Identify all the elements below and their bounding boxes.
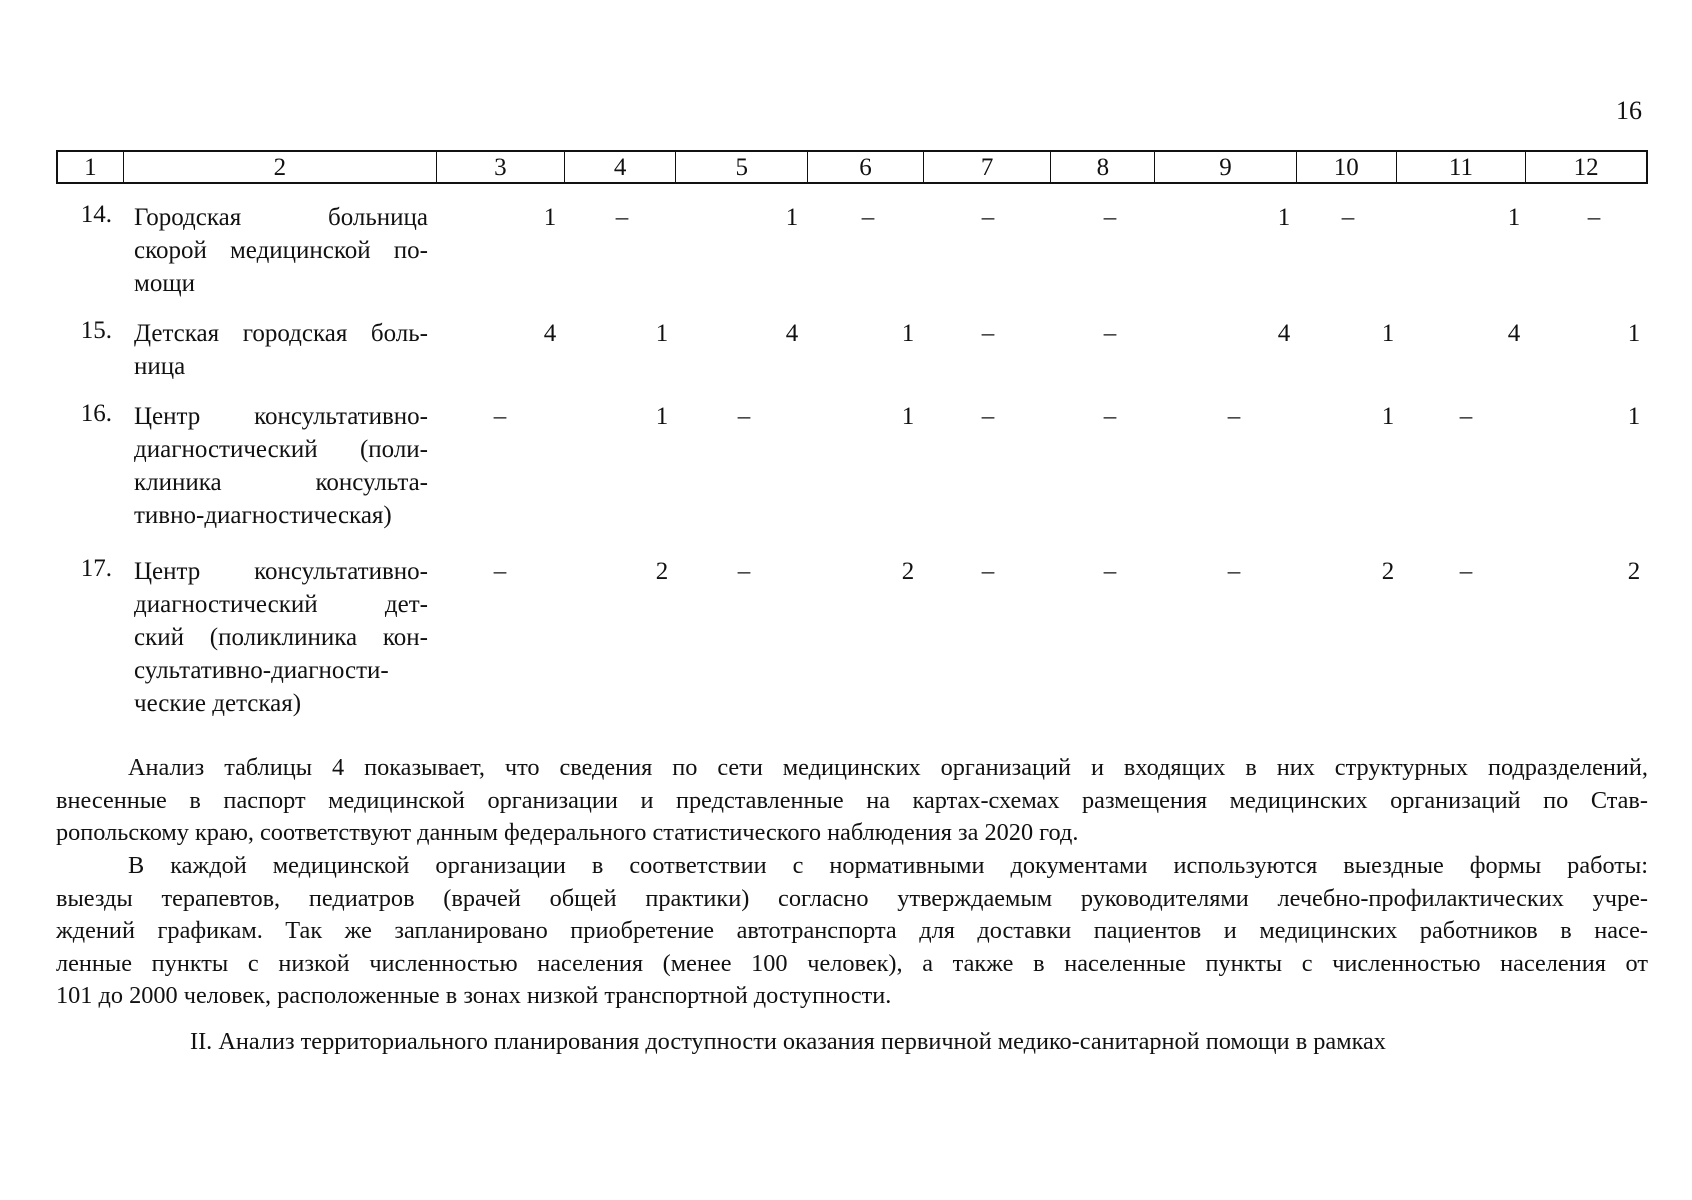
row-number: 15.: [80, 317, 112, 344]
col-header-12: 12: [1573, 153, 1599, 181]
name-line: ческие детская): [134, 690, 302, 717]
cell-col-3: 4: [543, 320, 557, 347]
cell-col-5: –: [737, 558, 751, 585]
paragraph-line: ждений графикам. Так же запланировано приобретение автотранспорта для доставки пациентов и медицинских работников в насе-: [56, 917, 1648, 944]
cell-col-4: 2: [655, 558, 669, 585]
table-column-header-row: [56, 150, 1648, 184]
cell-col-3: 1: [543, 204, 557, 231]
cell-col-3: –: [493, 403, 507, 430]
row-number: 17.: [80, 555, 112, 582]
cell-col-9: –: [1227, 558, 1241, 585]
cell-col-4: 1: [655, 320, 669, 347]
name-line: Центр консультативно-: [134, 403, 428, 430]
cell-col-6: –: [861, 204, 875, 231]
cell-col-8: –: [1103, 204, 1117, 231]
cell-col-11: –: [1459, 403, 1473, 430]
paragraph-line: ленные пункты с низкой численностью населения (менее 100 человек), а также в населенные пункты с численностью населения от: [56, 949, 1648, 977]
cell-col-7: –: [981, 558, 995, 585]
cell-col-8: –: [1103, 403, 1117, 430]
cell-col-9: 4: [1277, 320, 1291, 347]
name-line: ница: [134, 353, 186, 380]
name-line: диагностический дет-: [134, 591, 428, 618]
col-header-3: 3: [437, 152, 565, 182]
name-line: ский (поликлиника кон-: [134, 624, 428, 651]
page-number: 16: [1616, 96, 1642, 125]
name-line: Городская больница: [134, 204, 428, 231]
paragraph-field-work: [56, 850, 1648, 1013]
cell-col-5: 1: [785, 204, 799, 231]
cell-col-11: 4: [1507, 320, 1521, 347]
cell-col-12: 1: [1627, 320, 1641, 347]
cell-col-6: 2: [901, 558, 915, 585]
cell-col-4: 1: [655, 403, 669, 430]
cell-col-7: –: [981, 204, 995, 231]
cell-col-9: 1: [1277, 204, 1291, 231]
col-header-1: 1: [58, 152, 124, 182]
name-line: мощи: [134, 270, 195, 297]
paragraph-line: Анализ таблицы 4 показывает, что сведения по сети медицинских организаций и входящих в них структурных подразделений,: [128, 754, 1648, 781]
cell-col-10: –: [1341, 204, 1355, 231]
cell-col-3: –: [493, 558, 507, 585]
col-header-6: 6: [808, 152, 924, 182]
cell-col-10: 1: [1381, 403, 1395, 430]
cell-col-12: 2: [1627, 558, 1641, 585]
paragraph-line: В каждой медицинской организации в соответствии с нормативными документами используются выездные формы работы:: [128, 852, 1648, 879]
cell-col-5: 4: [785, 320, 799, 347]
name-line: диагностический (поли-: [134, 436, 428, 463]
name-line: скорой медицинской по-: [134, 237, 428, 264]
col-header-2: 2: [124, 152, 437, 182]
name-line: сультативно-диагности-: [134, 657, 389, 684]
name-line: Детская городская боль-: [134, 320, 428, 347]
paragraph-line: ропольскому краю, соответствуют данным федерального статистического наблюдения за 2020 год.: [56, 819, 1079, 846]
paragraph-analysis: [56, 752, 1648, 850]
section-heading: II. Анализ территориального планирования доступности оказания первичной медико-санитарной помощи в рамках: [190, 1028, 1386, 1055]
cell-col-11: –: [1459, 558, 1473, 585]
row-organization-name: [134, 317, 428, 383]
cell-col-4: –: [615, 204, 629, 231]
col-header-10: 10: [1297, 152, 1397, 182]
cell-col-12: –: [1587, 204, 1601, 231]
cell-col-9: –: [1227, 403, 1241, 430]
cell-col-8: –: [1103, 558, 1117, 585]
cell-col-11: 1: [1507, 204, 1521, 231]
name-line: Центр консультативно-: [134, 558, 428, 585]
row-organization-name: [134, 400, 428, 532]
cell-col-5: –: [737, 403, 751, 430]
cell-col-7: –: [981, 320, 995, 347]
row-number: 14.: [80, 201, 112, 228]
cell-col-7: –: [981, 403, 995, 430]
cell-col-8: –: [1103, 320, 1117, 347]
col-header-8: 8: [1051, 152, 1155, 182]
cell-col-10: 1: [1381, 320, 1395, 347]
col-header-11: 11: [1397, 152, 1527, 182]
cell-col-6: 1: [901, 403, 915, 430]
paragraph-line: 101 до 2000 человек, расположенные в зонах низкой транспортной доступности.: [56, 982, 892, 1009]
cell-col-6: 1: [901, 320, 915, 347]
col-header-9: 9: [1155, 152, 1297, 182]
col-header-7: 7: [924, 152, 1052, 182]
cell-col-10: 2: [1381, 558, 1395, 585]
paragraph-line: выезды терапевтов, педиатров (врачей общей практики) согласно утверждаемым руководителями лечебно-профилактических учре-: [56, 884, 1648, 912]
name-line: клиника консульта-: [134, 469, 428, 496]
cell-col-12: 1: [1627, 403, 1641, 430]
col-header-5: 5: [676, 152, 808, 182]
row-organization-name: [134, 201, 428, 300]
row-organization-name: [134, 555, 428, 720]
name-line: тивно-диагностическая): [134, 502, 392, 529]
col-header-4: 4: [565, 152, 677, 182]
row-number: 16.: [80, 400, 112, 427]
paragraph-line: внесенные в паспорт медицинской организации и представленные на картах-схемах размещения медицинских организаций по Став-: [56, 786, 1648, 814]
